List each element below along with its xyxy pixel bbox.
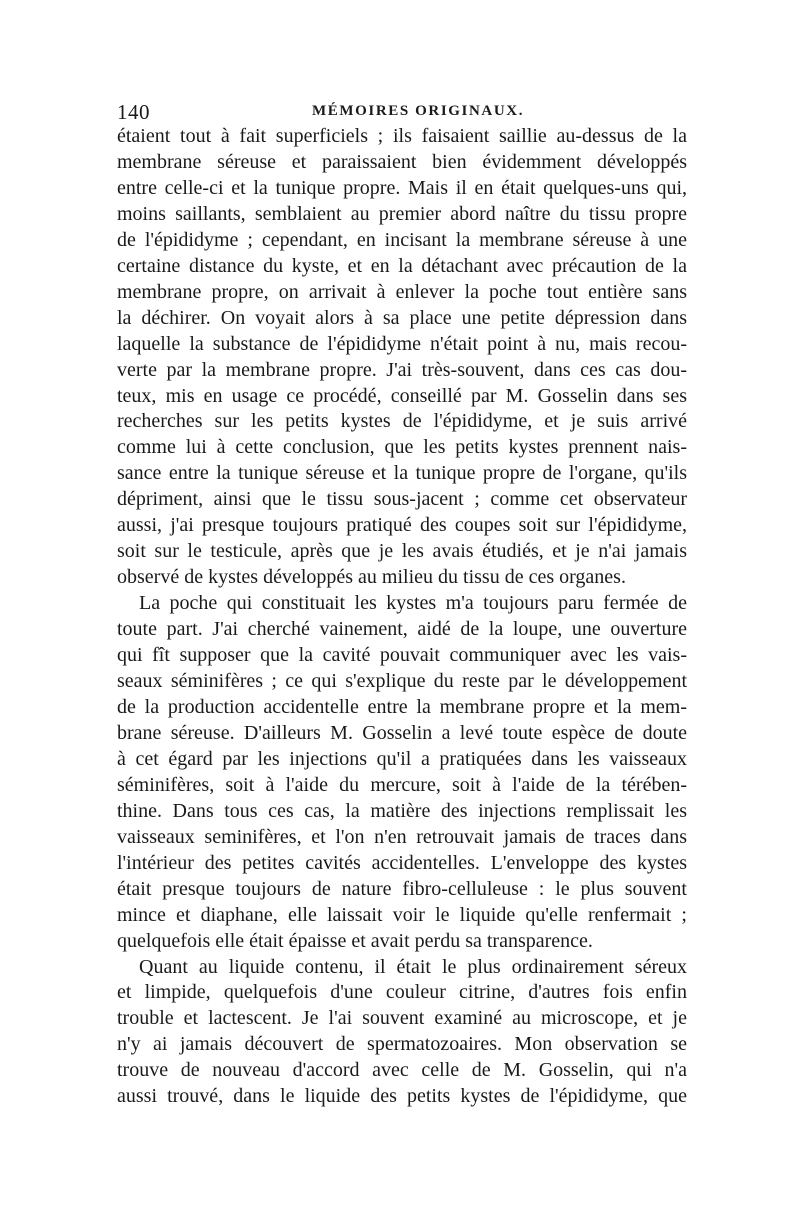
text-line: vaisseaux seminifères, et l'on n'en retrouvait jamais de traces dans [117,825,687,848]
text-line: moins saillants, semblaient au premier abord naître du tissu propre [117,202,687,225]
text-line: aussi, j'ai presque toujours pratiqué des coupes soit sur l'épididyme, [117,514,687,537]
text-line: entre celle-ci et la tunique propre. Mais il en était quelques-uns qui, [117,176,687,199]
running-head [117,100,687,126]
text-line: et limpide, quelquefois d'une couleur citrine, d'autres fois enfin [117,981,687,1004]
text-line: certaine distance du kyste, et en la détachant avec précaution de la [117,254,687,277]
body-text [117,124,687,1110]
text-line: aussi trouvé, dans le liquide des petits kystes de l'épididyme, que [117,1085,687,1108]
text-line: soit sur le testicule, après que je les avais étudiés, et je n'ai jamais [117,540,687,563]
text-line: à cet égard par les injections qu'il a pratiquées dans les vaisseaux [117,747,687,770]
text-line: l'intérieur des petites cavités accidentelles. L'enveloppe des kystes [117,851,687,874]
text-line: laquelle la substance de l'épididyme n'était point à nu, mais recou- [117,332,687,355]
text-line: mince et diaphane, elle laissait voir le liquide qu'elle renfermait ; [117,903,687,926]
text-line: séminifères, soit à l'aide du mercure, soit à l'aide de la térében- [117,773,687,796]
page-number: 140 [117,100,150,124]
text-line: sance entre la tunique séreuse et la tunique propre de l'organe, qu'ils [117,462,687,485]
text-line: était presque toujours de nature fibro-celluleuse : le plus souvent [117,877,687,900]
text-line: brane séreuse. D'ailleurs M. Gosselin a levé toute espèce de doute [117,721,687,744]
text-line: quelquefois elle était épaisse et avait perdu sa transparence. [117,929,593,952]
text-line: membrane séreuse et paraissaient bien évidemment développés [117,150,687,173]
text-line: étaient tout à fait superficiels ; ils faisaient saillie au-dessus de la [117,125,687,147]
text-line: de la production accidentelle entre la membrane propre et la mem- [117,695,687,718]
text-line: verte par la membrane propre. J'ai très-souvent, dans ces cas dou- [117,358,687,381]
text-line: qui fît supposer que la cavité pouvait communiquer avec les vais- [117,644,687,667]
text-line: comme lui à cette conclusion, que les petits kystes prennent nais- [117,436,687,459]
text-line: la déchirer. On voyait alors à sa place une petite dépression dans [117,306,687,329]
text-line: n'y ai jamais découvert de spermatozoaires. Mon observation se [117,1033,687,1056]
text-line: toute part. J'ai cherché vainement, aidé de la loupe, une ouverture [117,618,687,641]
running-title: MÉMOIRES ORIGINAUX. [312,103,525,119]
text-line: seaux séminifères ; ce qui s'explique du reste par le développement [117,670,687,693]
text-line: teux, mis en usage ce procédé, conseillé par M. Gosselin dans ses [117,384,687,407]
paragraph-first-line: Quant au liquide contenu, il était le plus ordinairement séreux [139,955,687,978]
text-line: recherches sur les petits kystes de l'épididyme, et je suis arrivé [117,410,687,433]
text-line: de l'épididyme ; cependant, en incisant la membrane séreuse à une [117,228,687,251]
paragraph-first-line: La poche qui constituait les kystes m'a toujours paru fermée de [139,592,687,615]
text-line: trouble et lactescent. Je l'ai souvent examiné au microscope, et je [117,1007,687,1030]
text-line: membrane propre, on arrivait à enlever la poche tout entière sans [117,280,687,303]
text-line: trouve de nouveau d'accord avec celle de M. Gosselin, qui n'a [117,1059,687,1082]
text-line: dépriment, ainsi que le tissu sous-jacent ; comme cet observateur [117,488,687,511]
text-line: observé de kystes développés au milieu du tissu de ces organes. [117,566,626,589]
text-line: thine. Dans tous ces cas, la matière des injections remplissait les [117,799,687,822]
